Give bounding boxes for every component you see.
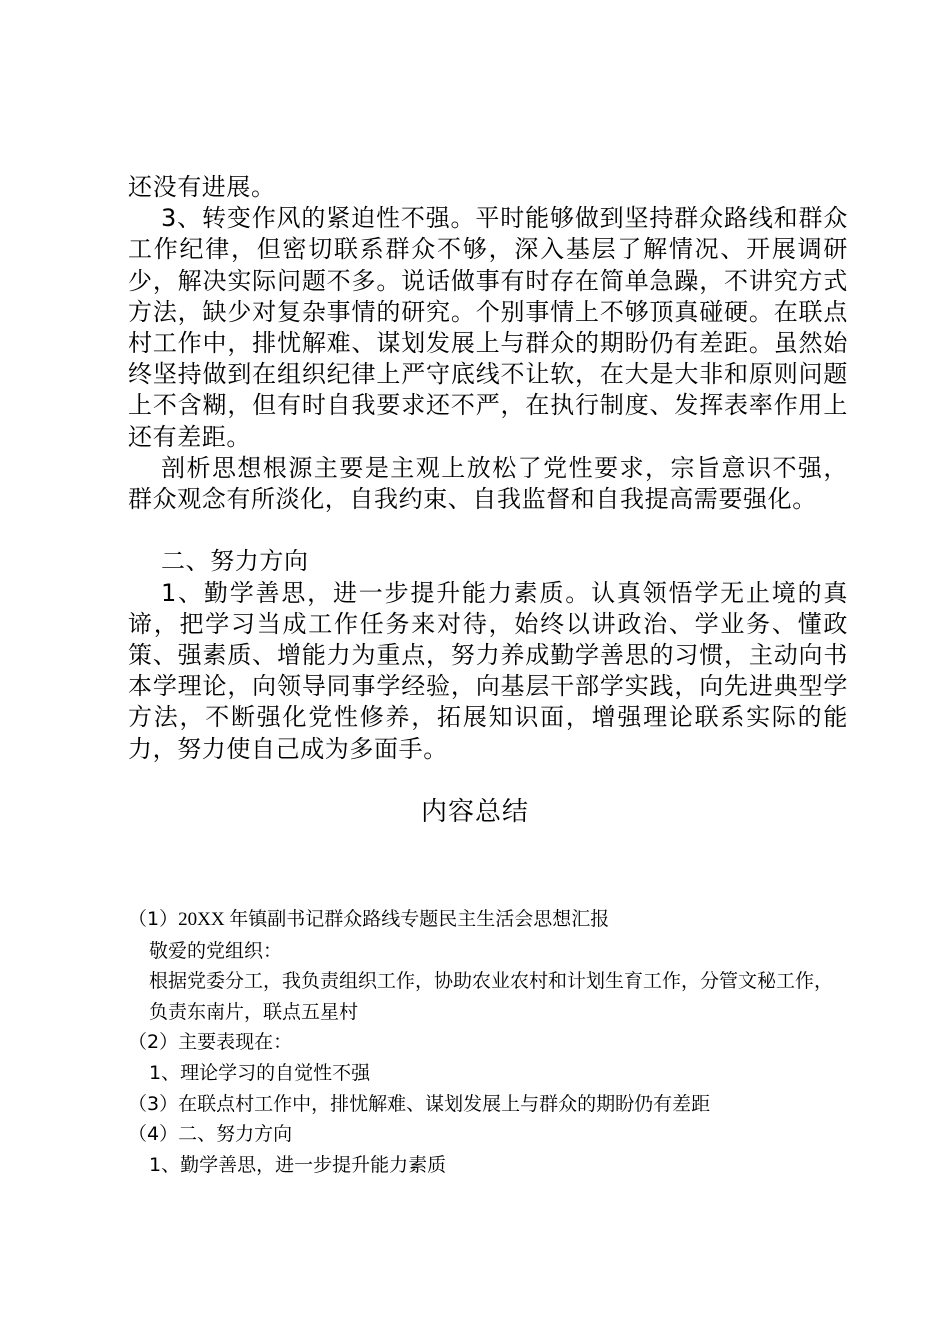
summary-section xyxy=(128,904,848,1180)
blank-line xyxy=(128,515,848,546)
section-heading: 二、努力方向 xyxy=(161,547,309,576)
summary-number: （2） xyxy=(128,1031,179,1054)
paragraph-direction-1: 1、勤学善思，进一步提升能力素质。认真领悟学无止境的真谛，把学习当成工作任务来对待，始终以讲政治、学业务、懂政策、强素质、增能力为重点，努力养成勤学善思的习惯，主动向书本学理论，向领导同事学经验，向基层干部学实践，向先进典型学方法，不断强化党性修养，拓展知识面，增强理论联系实际的能力，努力使自己成为多面手。 xyxy=(128,578,848,763)
summary-text: 在联点村工作中，排忧解难、谋划发展上与群众的期盼仍有差距 xyxy=(178,1092,711,1115)
summary-text: 主要表现在： xyxy=(178,1031,293,1054)
summary-line-1 xyxy=(128,904,848,936)
summary-number: （1） xyxy=(128,908,179,930)
body-text xyxy=(128,172,848,765)
summary-text: 20XX 年镇副书记群众路线专题民主生活会思想汇报 xyxy=(178,909,610,930)
summary-line-4 xyxy=(128,1027,848,1058)
paragraph-item-3: 3、转变作风的紧迫性不强。平时能够做到坚持群众路线和群众工作纪律，但密切联系群众不够，深入基层了解情况、开展调研少，解决实际问题不多。说话做事有时存在简单急躁，不讲究方式方法，缺少对复杂事情的研究。个别事情上不够顶真碰硬。在联点村工作中，排忧解难、谋划发展上与群众的期盼仍有差距。虽然始终坚持做到在组织纪律上严守底线不让软，在大是大非和原则问题上不含糊，但有时自我要求还不严，在执行制度、发挥表率作用上还有差距。 xyxy=(128,204,848,451)
paragraph-root-cause: 剖析思想根源主要是主观上放松了党性要求，宗旨意识不强，群众观念有所淡化，自我约束、自我监督和自我提高需要强化。 xyxy=(128,453,848,514)
summary-line-7 xyxy=(128,1119,848,1150)
summary-line-6 xyxy=(128,1089,848,1120)
summary-title: 内容总结 xyxy=(420,797,529,827)
summary-number: （4） xyxy=(128,1123,179,1146)
summary-number: （3） xyxy=(128,1092,179,1115)
summary-line-8: 1、勤学善思，进一步提升能力素质 xyxy=(149,1153,447,1176)
summary-text: 二、努力方向 xyxy=(178,1123,293,1146)
summary-line-5: 1、理论学习的自觉性不强 xyxy=(149,1061,371,1084)
summary-line-3: 根据党委分工，我负责组织工作，协助农业农村和计划生育工作，分管文秘工作，负责东南片，联点五星村 xyxy=(149,970,834,1023)
paragraph-continuation: 还没有进展。 xyxy=(128,173,276,201)
summary-line-2: 敬爱的党组织： xyxy=(149,939,283,962)
